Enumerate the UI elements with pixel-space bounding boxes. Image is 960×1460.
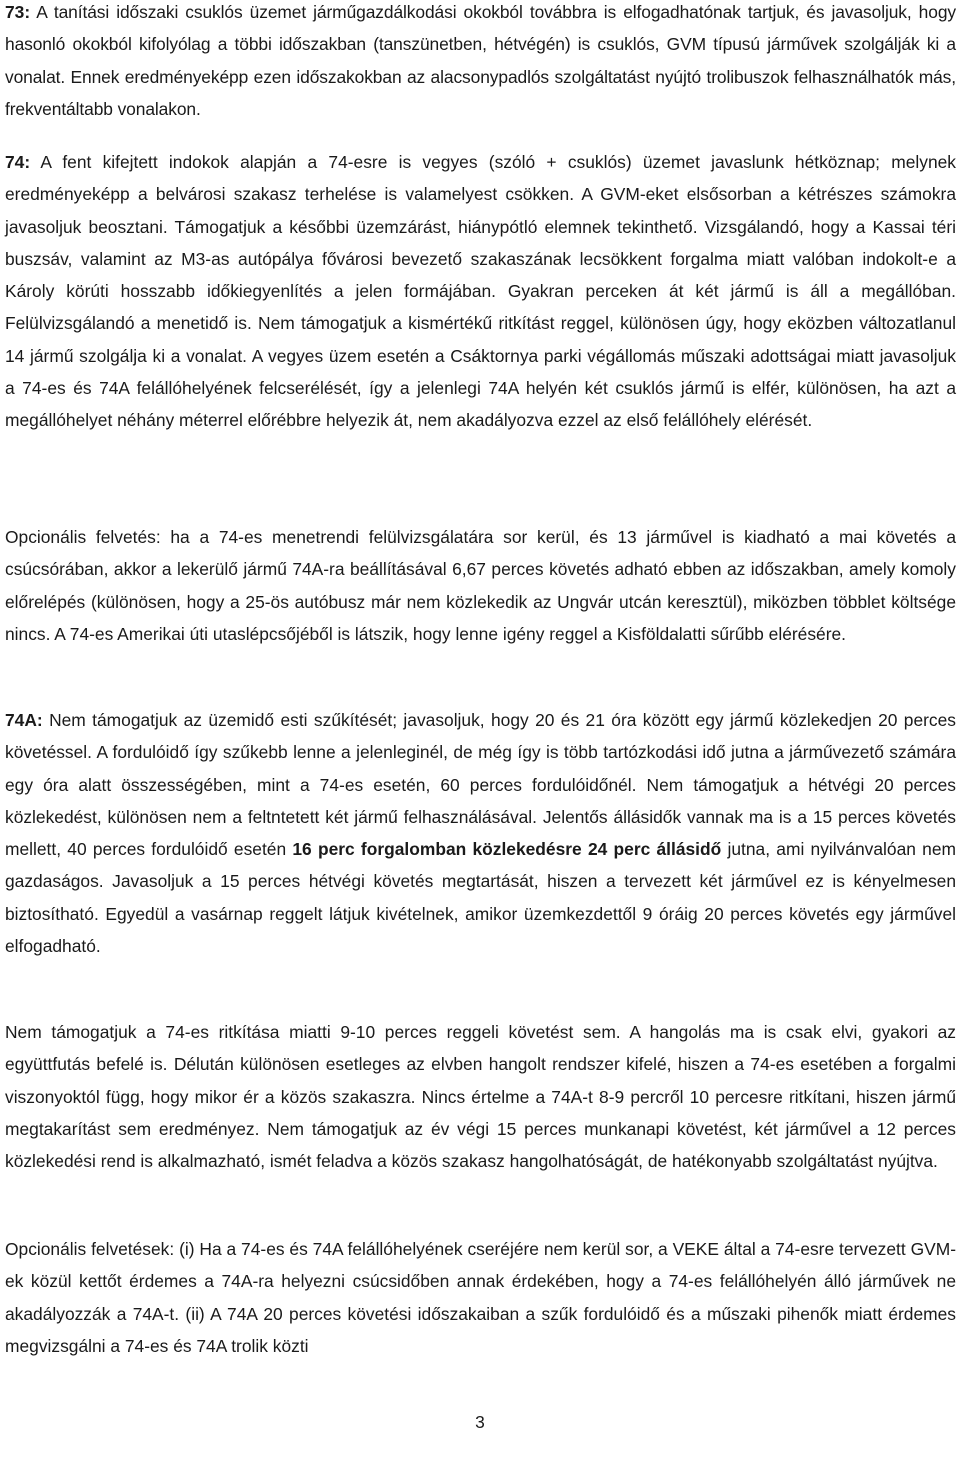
paragraph-text-74a-end: jutna, ami nyilvánvalóan nem gazdaságos. Javasoljuk a 15 perces hétvégi követés megtartását, hiszen a tervezett két járművel ez is kényelmesen biztosítható. Egyedül a vasárnap reggelt látjuk kivételnek, amikor üzemkezdettől 9 óráig 20 perces követés egy járművel elfogadható. <box>5 839 956 957</box>
paragraph-optional-proposal <box>5 521 956 650</box>
paragraph-text-74: A fent kifejtett indokok alapján a 74-esre is vegyes (szóló + csuklós) üzemet javaslunk hétköznap; melynek eredményeképp a belvárosi szakasz terhelése is valamelyest csökken. A GVM-eket elsősorban a kétrészes számokra javasoljuk beosztani. Támogatjuk a későbbi üzemzárást, hiánypótló elemnek tekinthető. Vizsgálandó, hogy a Kassai téri buszsáv, valamint az M3-as autópálya fővárosi bevezető szakaszának lecsökkent forgalma miatt valóban indokolt-e a Károly körúti hosszabb időkiegyenlítés a jelen formájában. Gyakran perceken át két jármű is áll a megállóban. Felülvizsgálandó a menetidő is. Nem támogatjuk a kismértékű ritkítást reggel, különösen úgy, hogy eközben változatlanul 14 jármű szolgálja ki a vonalat. A vegyes üzem esetén a Csáktornya parki végállomás műszaki adottságai miatt javasoljuk a 74-es és 74A felállóhelyének felcserélését, így a jelenlegi 74A helyén két csuklós jármű is elfér, különösen, ha azt a megállóhelyet néhány méterrel előrébbre helyezik át, nem akadályozva ezzel az első felállóhely elérését. <box>5 152 956 431</box>
paragraph-optional-proposals <box>5 1233 956 1362</box>
paragraph-text-74-thinning: Nem támogatjuk a 74-es ritkítása miatti 9-10 perces reggeli követést sem. A hangolás ma is csak elvi, gyakori az együttfutás befelé is. Délután különösen esetleges az elvben hangolt rendszer kifelé, hiszen a 74-es esetében a forgalmi viszonyoktól függ, hogy mikor ér a közös szakaszra. Nincs értelme a 74A-t 8-9 percről 10 percesre ritkítani, hiszen jármű megtakarítást sem eredményez. Nem támogatjuk az év végi 15 perces munkanapi követést, két járművel a 12 perces közlekedési rend is alkalmazható, ismét feladva a közös szakasz hangolhatóságát, de hatékonyabb szolgáltatást nyújtva. <box>5 1022 956 1172</box>
paragraph-label-74a: 74A: <box>5 710 43 730</box>
paragraph-74a <box>5 704 956 962</box>
paragraph-text-optional-proposal: Opcionális felvetés: ha a 74-es menetrendi felülvizsgálatára sor kerül, és 13 járművel is kiadható a mai követés a csúcsórában, akkor a lekerülő jármű 74A-ra beállításával 6,67 perces követés adható ebben az időszakban, amely komoly előrelépés (különösen, hogy a 25-ös autóbusz már nem közlekedik az Ungvár utcán keresztül), miközben többlet költsége nincs. A 74-es Amerikai úti utaslépcsőjéből is látszik, hogy lenne igény reggel a Kisföldalatti sűrűbb elérésére. <box>5 527 956 644</box>
paragraph-74 <box>5 146 956 437</box>
paragraph-bold-highlight: 16 perc forgalomban közlekedésre 24 perc állásidő <box>292 839 722 860</box>
paragraph-74-thinning <box>5 1016 956 1177</box>
paragraph-text-73: A tanítási időszaki csuklós üzemet járműgazdálkodási okokból továbbra is elfogadhatónak tartjuk, és javasoljuk, hogy hasonló okokból kifolyólag a többi időszakban (tanszünetben, hétvégén) is csuklós, GVM típusú járművek szolgálják ki a vonalat. Ennek eredményeképp ezen időszakokban az alacsonypadlós szolgáltatást nyújtó trolibuszok felhasználhatók más, frekventáltabb vonalakon. <box>5 2 956 119</box>
paragraph-73 <box>5 0 956 125</box>
paragraph-label-74: 74: <box>5 152 31 172</box>
paragraph-label-73: 73: <box>5 2 31 22</box>
page-number: 3 <box>475 1412 485 1432</box>
paragraph-text-optional-proposals: Opcionális felvetések: (i) Ha a 74-es és 74A felállóhelyének cseréjére nem kerül sor, a VEKE által a 74-esre tervezett GVM-ek közül kettőt érdemes a 74A-ra helyezni csúcsidőben annak érdekében, hogy a 74-es felállóhelyén álló járművek ne akadályozzák a 74A-t. (ii) A 74A 20 perces követési időszakaiban a szűk fordulóidő és a műszaki pihenők miatt érdemes megvizsgálni a 74-es és 74A trolik közti <box>5 1239 956 1356</box>
paragraph-text-74a-start: Nem támogatjuk az üzemidő esti szűkítését; javasoljuk, hogy 20 és 21 óra között egy jármű közlekedjen 20 perces követéssel. A fordulóidő így szűkebb lenne a jelenleginél, de még így is több tartózkodási idő jutna a járművezető számára egy óra alatt összességében, mint a 74-es esetén, 60 perces fordulóidőnél. Nem támogatjuk a hétvégi 20 perces közlekedést, különösen nem a feltntetett két jármű felhasználásával. Jelentős állásidők vannak ma is a 15 perces követés mellett, 40 perces fordulóidő esetén <box>5 710 956 860</box>
